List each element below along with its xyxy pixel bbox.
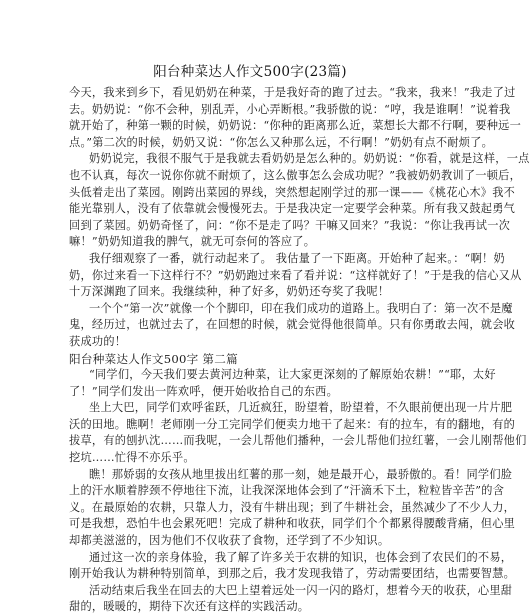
text-line: 一个个“第一次”就像一个个脚印，印在我们成功的道路上。我明白了：第一次不是魔 <box>89 301 513 315</box>
text-line: 沃的田地。瞧啊！老师刚一分工完同学们便卖力地干了起来：有的拉车，有的翻地，有的 <box>69 417 516 431</box>
text-line: 点。”第二次的时候，奶奶又说：“你怎么又种那么远，不行啊！”奶奶有点不耐烦了。 <box>69 135 494 149</box>
text-line: 就开始了，种第一颗的时候，奶奶说：“你种的距离那么近，菜想长大都不行啊，要种远一 <box>69 119 522 133</box>
text-line: 回到了菜园。奶奶奇怪了，问：“你不是走了吗？干嘛又回来？”我说：“你让我再试一次 <box>69 218 511 232</box>
text-line: 拔草，有的刨扒沈……而我呢，一会儿帮他们播种，一会儿帮他们拉红薯，一会儿刚帮他们 <box>69 434 527 448</box>
text-line: 能光靠别人，没有了依靠就会慢慢死去。于是我决定一定要学会种菜。所有我又鼓起勇气 <box>69 202 516 216</box>
text-line: 却都美滋滋的，因为他们不仅收获了食物，还学到了不少知识。 <box>69 534 390 548</box>
text-line: 去。奶奶说：“你不会种，别乱弄，小心弄断根。”我骄傲的说：“哼，我是谁啊！”说着我 <box>69 102 511 116</box>
text-line: 义。在最原始的农耕，只靠人力，没有牛耕出现；到了牛耕社会，虽然减少了不少人力， <box>69 500 516 514</box>
text-line: 甜的，暖暖的，期待下次还有这样的实践活动。 <box>69 600 310 614</box>
text-line: 刚开始我认为耕种特别简单，到那之后，我才发现我错了，劳动需要团结，也需要智慧。 <box>69 567 516 581</box>
text-line: 也不认真，每次一说你你就不耐烦了，这么傲事怎么会成功呢？”我被奶奶教训了一顿后， <box>69 168 522 182</box>
text-line: 奶，你过来看一下这样行不？”奶奶跑过来看了看并说：“这样就好了！”于是我的信心又从 <box>69 268 522 282</box>
text-line: 十万深渊跑了回来。我继续种，种了好多，奶奶还夸奖了我呢！ <box>69 285 390 299</box>
section-heading: 阳台种菜达人作文500字 第二篇 <box>69 351 238 366</box>
text-line: 鬼，经历过，也就过去了，在回想的时候，就会觉得他很简单。只有你勇敢去闯，就会收 <box>69 318 516 332</box>
text-line: 获成功的！ <box>69 334 127 348</box>
text-line: 瞧！那娇弱的女孩从地里拔出红薯的那一刻，她是最开心，最骄傲的。看！同学们脸 <box>89 467 513 481</box>
text-line: 我仔细观察了一番，就行动起来了。 我估量了一下距离。开始种了起来。：“啊！奶 <box>89 251 505 265</box>
text-line: 活动结束后我坐在回去的大巴上望着远处一闪一闪的路灯，想着今天的收获，心里甜 <box>89 583 513 597</box>
text-line: 通过这一次的亲身体验，我了解了许多关于农耕的知识，也体会到了农民们的不易， <box>89 550 513 564</box>
text-line: 可是我想，恐怕牛也会累死吧！完成了耕种和收获，同学们个个都累得腰酸背痛，但心里 <box>69 517 516 531</box>
text-line: 坐上大巴，同学们欢呼雀跃，几近疯狂，盼望着，盼望着，不久眼前便出现一片片肥 <box>89 401 513 415</box>
document-title: 阳台种菜达人作文500字(23篇) <box>153 64 347 80</box>
text-line: 挖坑……忙得不亦乐乎。 <box>69 451 195 465</box>
document-body <box>69 85 530 616</box>
text-line: “同学们，今天我们要去黄河边种菜，让大家更深刻的了解原始农耕！”“耶，太好 <box>89 368 496 382</box>
text-line: 了！”同学们发出一阵欢呼，便开始收拾自己的东西。 <box>69 384 339 398</box>
text-line: 头低着走出了菜园。刚跨出菜园的界线，突然想起刚学过的那一课——《桃花心木》我不 <box>69 185 516 199</box>
text-line: 奶奶说完，我很不服气于是我就去看奶奶是怎么种的。奶奶说：“你看，就是这样，一点 <box>89 152 530 166</box>
text-line: 嘛！”奶奶知道我的脾气，就无可奈何的答应了。 <box>69 235 316 249</box>
text-line: 今天，我来到乡下，看见奶奶在种菜，于是我好奇的跑了过去。“我来，我来！”我走了过 <box>69 86 516 99</box>
text-line: 上的汗水顺着脖颈不停地往下流，让我深深地体会到了“汗滴禾下土，粒粒皆辛苦”的含 <box>69 484 505 498</box>
